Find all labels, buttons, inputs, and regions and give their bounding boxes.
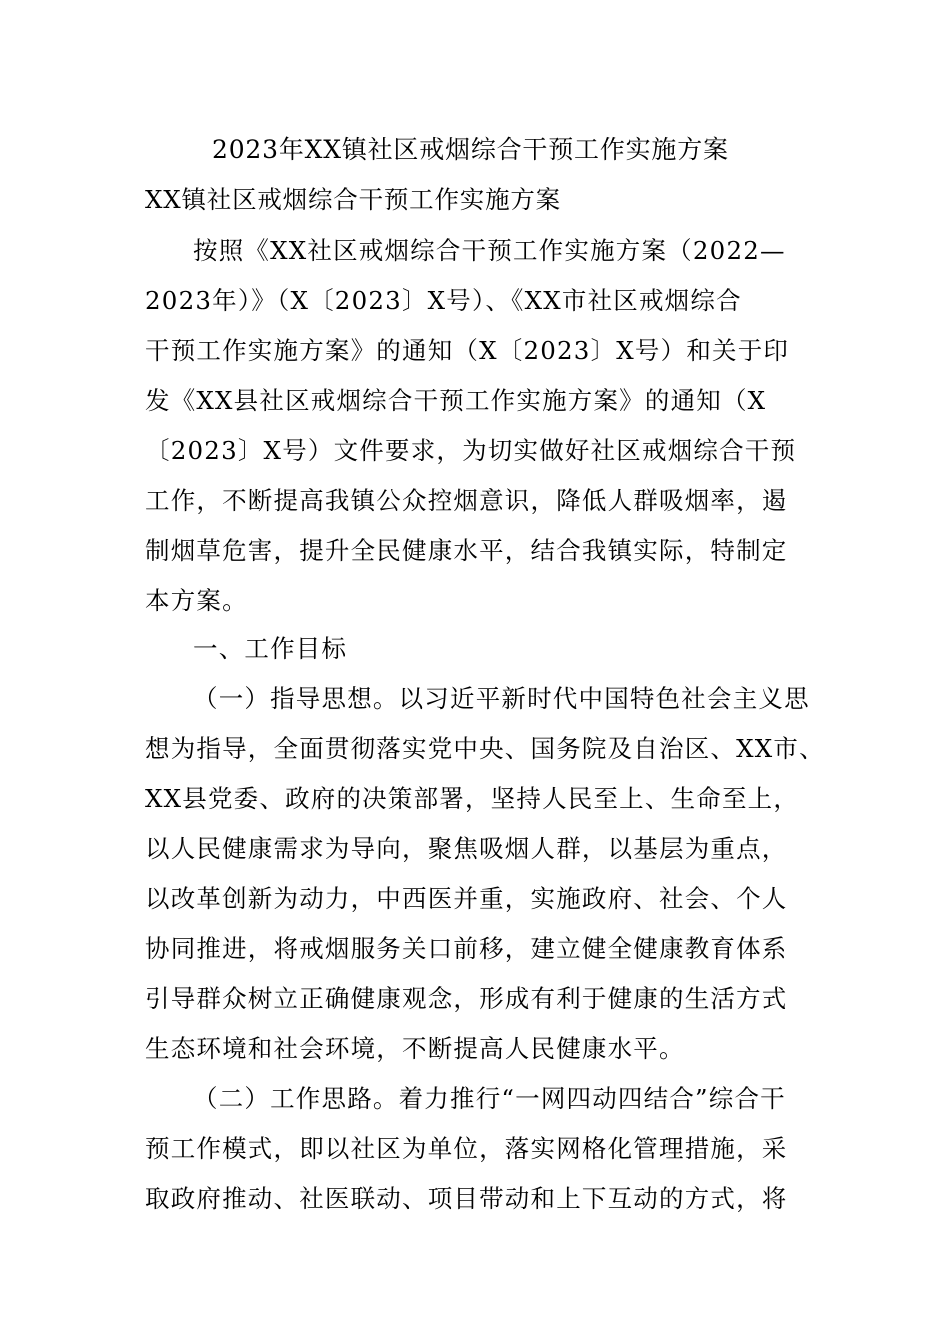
paragraph-line: 以改革创新为动力，中西医并重，实施政府、社会、个人: [145, 884, 788, 913]
paragraph-line: 2023年）》（X〔2023〕X号）、《XX市社区戒烟综合: [145, 286, 742, 315]
paragraph-line: 按照《XX社区戒烟综合干预工作实施方案（2022—: [193, 236, 786, 265]
paragraph-line: 生态环境和社会环境，不断提高人民健康水平。: [145, 1034, 685, 1063]
paragraph-line: 制烟草危害，提升全民健康水平，结合我镇实际，特制定: [145, 536, 788, 565]
paragraph-line: 发《XX县社区戒烟综合干预工作实施方案》的通知（X: [145, 386, 767, 415]
paragraph-line: 引导群众树立正确健康观念，形成有利于健康的生活方式: [145, 984, 788, 1013]
paragraph-line: 本方案。: [145, 586, 248, 615]
paragraph-line: 干预工作实施方案》的通知（X〔2023〕X号）和关于印: [145, 336, 790, 365]
paragraph-line: （一）指导思想。以习近平新时代中国特色社会主义思: [193, 684, 810, 713]
paragraph-line: XX县党委、政府的决策部署，坚持人民至上、生命至上，: [145, 784, 800, 813]
paragraph-line: 以人民健康需求为导向，聚焦吸烟人群，以基层为重点，: [145, 834, 788, 863]
paragraph-line: 想为指导，全面贯彻落实党中央、国务院及自治区、XX市、: [145, 734, 825, 763]
paragraph-line: 工作，不断提高我镇公众控烟意识，降低人群吸烟率，遏: [145, 486, 788, 515]
paragraph-line: 预工作模式，即以社区为单位，落实网格化管理措施，采: [145, 1134, 788, 1163]
section-heading: 一、工作目标: [193, 634, 348, 663]
document-title: 2023年XX镇社区戒烟综合干预工作实施方案: [212, 135, 729, 164]
paragraph-line: 取政府推动、社医联动、项目带动和上下互动的方式，将: [145, 1184, 788, 1213]
document-subtitle: XX镇社区戒烟综合干预工作实施方案: [145, 185, 561, 214]
paragraph-line: 协同推进，将戒烟服务关口前移，建立健全健康教育体系: [145, 934, 788, 963]
paragraph-line: （二）工作思路。着力推行“一网四动四结合”综合干: [193, 1084, 786, 1113]
paragraph-line: 〔2023〕X号）文件要求，为切实做好社区戒烟综合干预: [145, 436, 797, 465]
